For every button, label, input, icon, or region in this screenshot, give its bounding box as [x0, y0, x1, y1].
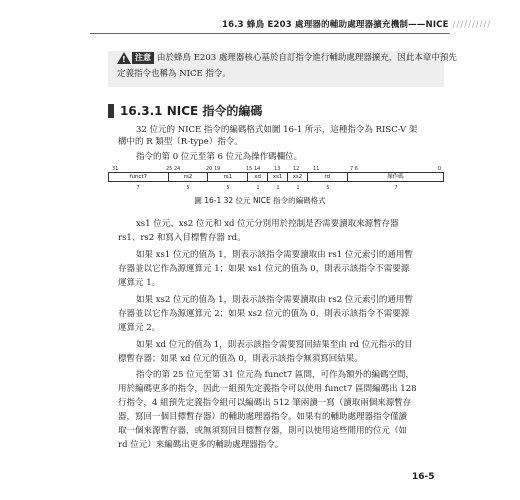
paragraph-3-line-1: 如果 xs2 位元的值為 1，則表示該指令需要讀取由 rs2 位元索引的通用暫: [136, 295, 413, 305]
bit-label: 25 24: [166, 166, 181, 172]
bit-label: 7 6: [350, 166, 358, 172]
bit-label: 0: [438, 166, 442, 172]
field-width: 7: [136, 185, 140, 191]
field-xs2: xs2: [288, 173, 308, 181]
field-width-row: [108, 185, 444, 192]
figure-caption: 圖 16-1 32 位元 NICE 指令的編碼格式: [194, 196, 326, 205]
running-header: [222, 18, 491, 30]
paragraph-2-line-2: 存器並以它作為源運算元 1；如果 xs1 位元的值為 0，則表示該指令不需要源: [118, 264, 410, 274]
paragraph-5-line-3: 行指令，4 組預先定義指令組可以編碼出 512 筆兩讀一寫（讀取兩個來源暫存: [118, 398, 412, 408]
field-width: 5: [186, 185, 190, 191]
bit-label: 12: [293, 166, 300, 172]
note-line-2: 定義指令也稱為 NICE 指令。: [117, 69, 231, 79]
header-title: 16.3 蜂鳥 E203 處理器的輔助處理器擴充機制——NICE: [222, 20, 449, 30]
bit-label: 13: [274, 166, 281, 172]
paragraph-4-line-1: 如果 xd 位元的值為 1，則表示該指令需要寫回結果至由 rd 位元指示的目: [136, 340, 413, 350]
intro-line-3: 指令的第 0 位元至第 6 位元為操作碼欄位。: [136, 152, 303, 162]
paragraph-5-line-4: 器，寫回一個目標暫存器）的輔助處理器指令。如果有的輔助處理器指令僅讀: [118, 412, 408, 422]
field-rd: rd: [308, 173, 348, 181]
field-width: 1: [296, 185, 300, 191]
intro-line-2: 構中的 R 類型（R-type）指令。: [118, 137, 243, 147]
paragraph-2-line-1: 如果 xs1 位元的值為 1，則表示該指令需要讀取由 rs1 位元索引的通用暫: [136, 250, 413, 260]
paragraph-1-line-1: xs1 位元、xs2 位元和 xd 位元分別用於控制是否需要讀取來源暫存器: [136, 219, 399, 229]
field-width: 5: [326, 185, 330, 191]
field-rs1: rs1: [208, 173, 248, 181]
field-xd: xd: [248, 173, 268, 181]
field-width: 1: [276, 185, 280, 191]
paragraph-1-line-2: rs1、rs2 和寫入目標暫存器 rd。: [118, 233, 246, 243]
paragraph-4-line-2: 標暫存器；如果 xd 位元的值為 0，則表示該指令無須寫回結果。: [118, 354, 363, 364]
note-line-1: 由於蜂鳥 E203 處理器核心基於自訂指令進行輔助處理器擴充，因此本章中預先: [157, 53, 457, 63]
bit-label: 15 14: [246, 166, 261, 172]
header-decoration: //////////: [452, 20, 492, 30]
bit-label: 11: [313, 166, 320, 172]
field-xs1: xs1: [268, 173, 288, 181]
paragraph-3-line-3: 運算元 2。: [118, 323, 161, 333]
paragraph-5-line-5: 取一個來源暫存器，或無須寫回目標暫存器，則可以使用這些閒用的位元（如: [118, 426, 408, 436]
field-width: 1: [256, 185, 260, 191]
warning-icon-mark: !: [122, 55, 126, 64]
paragraph-2-line-3: 運算元 1。: [118, 278, 161, 288]
field-opcode: 操作碼: [387, 174, 404, 180]
field-rs2: rs2: [169, 173, 209, 181]
bit-label: 31: [112, 166, 119, 172]
paragraph-5-line-2: 用於編碼更多的指令，因此一組預先定義指令可以使用 funct7 區間編碼出 128: [118, 384, 417, 394]
bit-label: 20 19: [206, 166, 221, 172]
section-title: 16.3.1 NICE 指令的編碼: [120, 104, 263, 118]
paragraph-5-line-1: 指令的第 25 位元至第 31 位元為 funct7 區間，可作為額外的編碼空間，: [136, 370, 415, 380]
paragraph-3-line-2: 存器並以它作為源運算元 2；如果 xs2 位元的值為 0，則表示該指令不需要源: [118, 309, 410, 319]
page-number: 16-5: [412, 472, 435, 482]
field-width: 7: [394, 185, 398, 191]
header-rule: [90, 33, 450, 34]
section-marker: [108, 104, 114, 118]
paragraph-5-line-6: rd 位元）來編碼出更多的輔助處理器指令。: [118, 440, 284, 450]
field-funct7: funct7: [109, 173, 169, 181]
field-width: 5: [226, 185, 230, 191]
note-label: 注意: [132, 52, 154, 64]
intro-line-1: 32 位元的 NICE 指令的編碼格式如圖 16-1 所示，這種指令為 RISC-V 架: [136, 125, 418, 135]
instruction-format-table: [108, 172, 444, 182]
